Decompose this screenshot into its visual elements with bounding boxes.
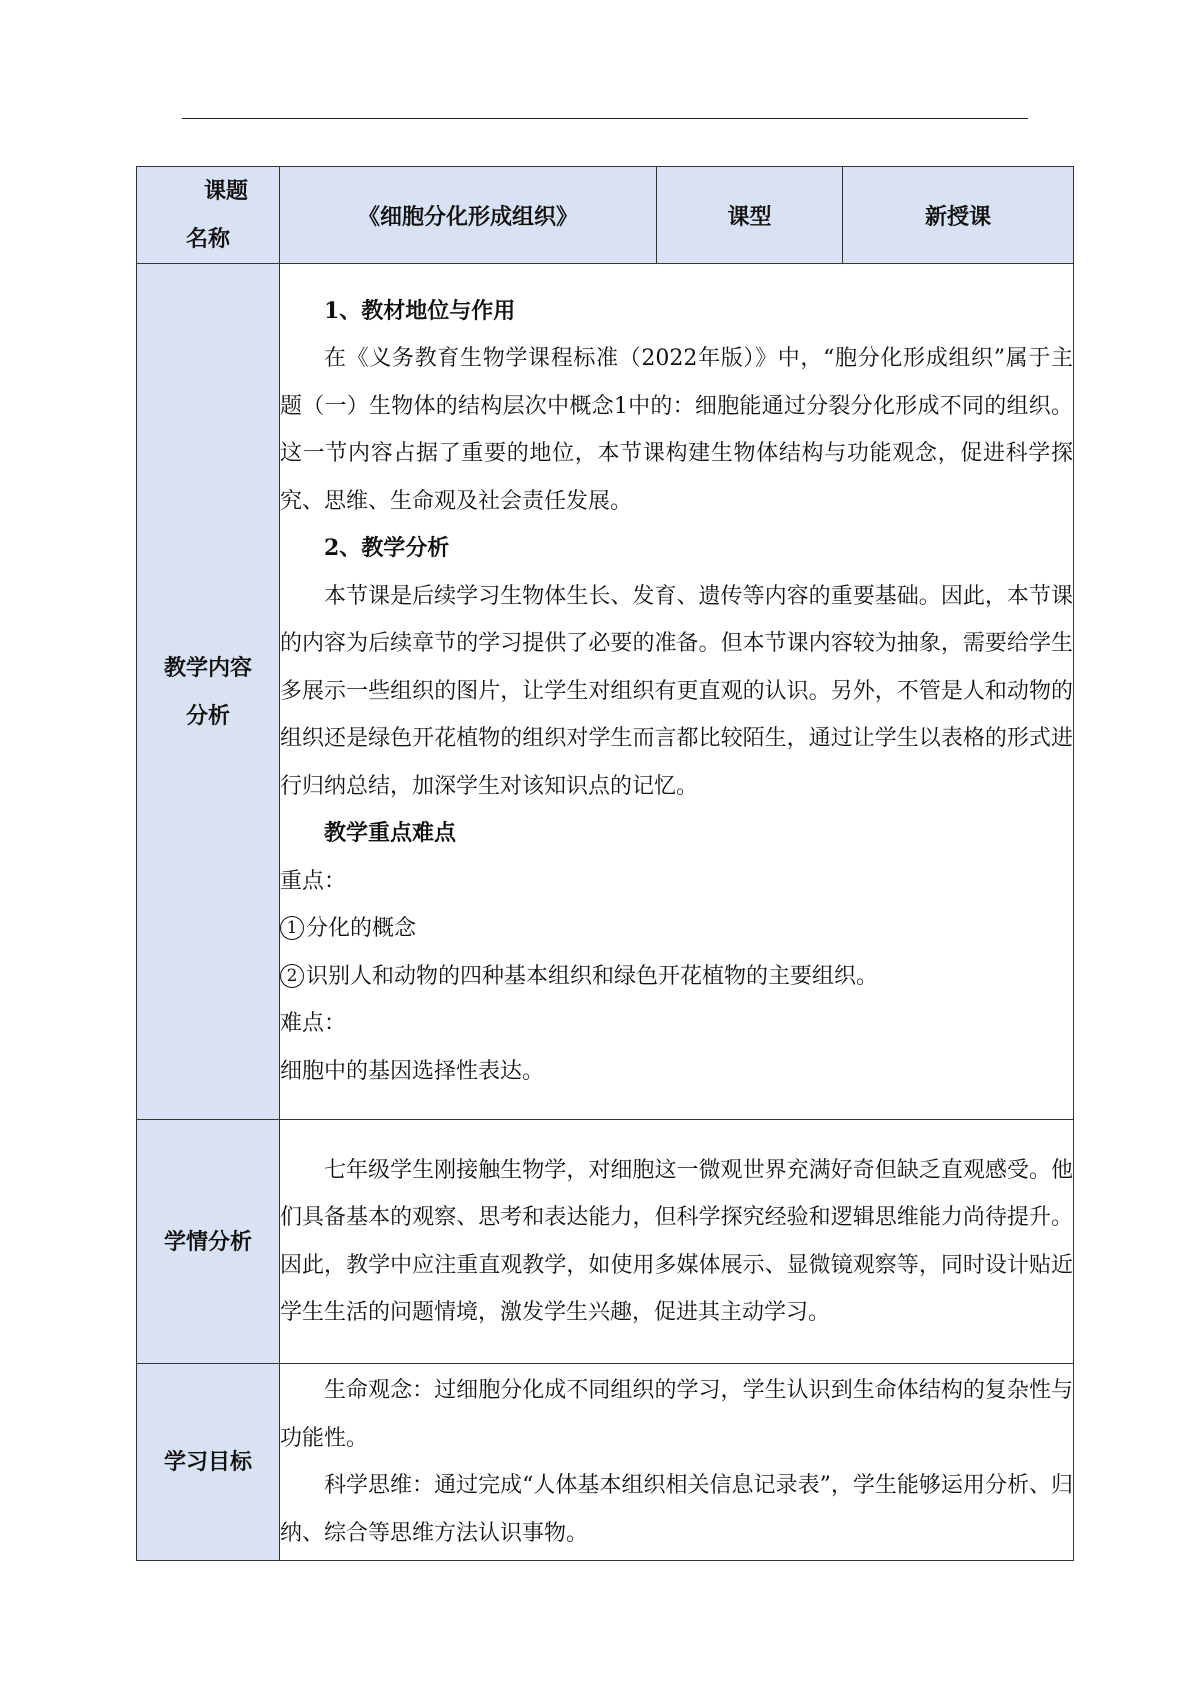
circled-number-2: 2 [280,964,304,988]
key-point-item-1 [280,905,1073,953]
content-analysis-label [137,264,280,1120]
lesson-plan-table [136,166,1074,1561]
header-rule [182,118,1028,119]
objectives-body [280,1364,1074,1561]
paragraph-teaching-analysis: 本节课是后续学习生物体生长、发育、遗传等内容的重要基础。因此，本节课的内容为后续章节的学习提供了必要的准备。但本节课内容较为抽象，需要给学生多展示一些组织的图片，让学生对组织有更直观的认识。另外，不管是人和动物的组织还是绿色开花植物的组织对学生而言都比较陌生，通过让学生以表格的形式进行归纳总结，加深学生对该知识点的记忆。 [280,583,1073,799]
heading-teaching-analysis: 2、教学分析 [324,535,450,562]
paragraph-life-concept: 生命观念：过细胞分化成不同组织的学习，学生认识到生命体结构的复杂性与功能性。 [280,1378,1073,1451]
key-point-item-2-text: 识别人和动物的四种基本组织和绿色开花植物的主要组织。 [306,963,879,989]
difficult-points-label: 难点： [280,1011,347,1037]
title-label-cell [137,167,280,264]
paragraph-student-analysis: 七年级学生刚接触生物学，对细胞这一微观世界充满好奇但缺乏直观感受。他们具备基本的观察、思考和表达能力，但科学探究经验和逻辑思维能力尚待提升。因此，教学中应注重直观教学，如使用多媒体展示、显微镜观察等，同时设计贴近学生生活的问题情境，激发学生兴趣，促进其主动学习。 [280,1157,1073,1325]
key-point-item-1-text: 分化的概念 [306,916,417,942]
title-row [137,167,1074,264]
lesson-type-label: 课型 [657,167,843,264]
student-analysis-row [137,1120,1074,1364]
content-analysis-row [137,264,1074,1120]
content-analysis-label-line1: 教学内容 [163,654,252,681]
content-analysis-body [280,264,1074,1120]
heading-textbook-role: 1、教材地位与作用 [324,297,516,324]
title-label-line1: 课题 [203,178,248,204]
objectives-row [137,1364,1074,1561]
lesson-title: 《细胞分化形成组织》 [280,167,657,264]
heading-key-difficult: 教学重点难点 [324,820,457,847]
difficult-point-item: 细胞中的基因选择性表达。 [280,1058,545,1084]
paragraph-textbook-role: 在《义务教育生物学课程标准（2022年版）》中，“胞分化形成组织”属于主题（一）生物体的结构层次中概念1中的：细胞能通过分裂分化形成不同的组织。这一节内容占据了重要的地位，本节课构建生物体结构与功能观念，促进科学探究、思维、生命观及社会责任发展。 [280,346,1073,514]
paragraph-scientific-thinking: 科学思维：通过完成“人体基本组织相关信息记录表”，学生能够运用分析、归纳、综合等思维方法认识事物。 [280,1473,1073,1546]
objectives-label: 学习目标 [137,1364,280,1561]
key-point-item-2 [280,953,1073,1001]
student-analysis-label: 学情分析 [137,1120,280,1364]
lesson-type-value: 新授课 [843,167,1074,264]
title-label-line2: 名称 [185,226,230,252]
circled-number-1: 1 [280,916,304,940]
key-points-label: 重点： [280,868,347,894]
content-analysis-label-line2: 分析 [185,702,230,729]
student-analysis-body [280,1120,1074,1364]
